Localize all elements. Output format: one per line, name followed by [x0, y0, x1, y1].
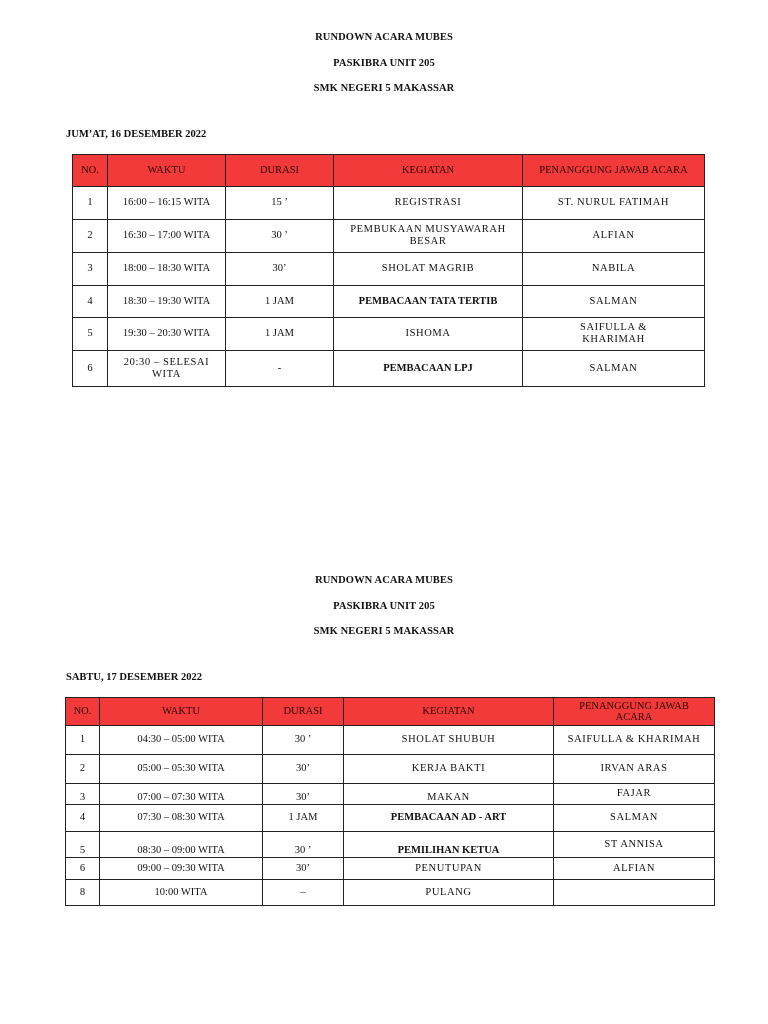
cell-kegiatan: SHOLAT MAGRIB	[334, 253, 523, 286]
cell-no: 1	[73, 187, 108, 220]
cell-waktu: 08:30 – 09:00 WITA	[100, 832, 263, 858]
header-waktu: WAKTU	[108, 155, 226, 187]
cell-kegiatan: PEMBACAAN AD - ART	[344, 805, 554, 832]
table-row	[66, 880, 715, 906]
header-kegiatan: KEGIATAN	[344, 698, 554, 726]
cell-kegiatan: REGISTRASI	[334, 187, 523, 220]
cell-no: 6	[73, 351, 108, 387]
table-row	[66, 832, 715, 858]
cell-pj: SAIFULLA & KHARIMAH	[554, 726, 715, 755]
cell-durasi: 1 JAM	[226, 318, 334, 351]
header-kegiatan: KEGIATAN	[334, 155, 523, 187]
cell-durasi: 30’	[263, 858, 344, 880]
cell-no: 2	[66, 755, 100, 784]
cell-durasi: 1 JAM	[263, 805, 344, 832]
doc-subtitle-1: PASKIBRA UNIT 205	[333, 58, 435, 69]
cell-waktu: 05:00 – 05:30 WITA	[100, 755, 263, 784]
table-row	[66, 726, 715, 755]
cell-waktu: 19:30 – 20:30 WITA	[108, 318, 226, 351]
cell-durasi: 30’	[226, 253, 334, 286]
table-row	[73, 220, 705, 253]
cell-durasi: –	[263, 880, 344, 906]
header-penanggung-jawab: PENANGGUNG JAWAB ACARA	[554, 698, 715, 726]
cell-durasi: 30 ’	[226, 220, 334, 253]
cell-kegiatan: SHOLAT SHUBUH	[344, 726, 554, 755]
cell-pj: SALMAN	[554, 805, 715, 832]
schedule-date-1: JUM’AT, 16 DESEMBER 2022	[66, 129, 207, 140]
cell-waktu: 16:00 – 16:15 WITA	[108, 187, 226, 220]
cell-durasi: -	[226, 351, 334, 387]
cell-pj: ST. NURUL FATIMAH	[523, 187, 705, 220]
doc-school-2: SMK NEGERI 5 MAKASSAR	[313, 626, 455, 637]
table-header-row	[66, 698, 715, 726]
header-no: NO.	[73, 155, 108, 187]
cell-durasi: 15 ’	[226, 187, 334, 220]
table-row	[73, 318, 705, 351]
cell-durasi: 1 JAM	[226, 286, 334, 318]
cell-pj: ALFIAN	[523, 220, 705, 253]
cell-waktu: 07:00 – 07:30 WITA	[100, 784, 263, 805]
table-row	[73, 187, 705, 220]
schedule-date-2: SABTU, 17 DESEMBER 2022	[66, 672, 202, 683]
cell-no: 5	[66, 832, 100, 858]
cell-no: 4	[66, 805, 100, 832]
schedule-table-1	[72, 154, 705, 387]
cell-pj: SAIFULLA & KHARIMAH	[523, 318, 705, 351]
cell-waktu: 10:00 WITA	[100, 880, 263, 906]
cell-waktu: 04:30 – 05:00 WITA	[100, 726, 263, 755]
schedule-table-2	[65, 697, 715, 906]
cell-pj: SALMAN	[523, 351, 705, 387]
cell-no: 4	[73, 286, 108, 318]
cell-no: 6	[66, 858, 100, 880]
cell-durasi: 30 ’	[263, 726, 344, 755]
table-row	[66, 755, 715, 784]
cell-no: 2	[73, 220, 108, 253]
cell-durasi: 30 ’	[263, 832, 344, 858]
cell-pj: FAJAR	[554, 784, 715, 805]
table-row	[66, 805, 715, 832]
cell-durasi: 30’	[263, 784, 344, 805]
table-row	[73, 351, 705, 387]
cell-kegiatan: KERJA BAKTI	[344, 755, 554, 784]
cell-pj	[554, 880, 715, 906]
cell-waktu: 07:30 – 08:30 WITA	[100, 805, 263, 832]
table-row	[73, 253, 705, 286]
cell-kegiatan: PEMBUKAAN MUSYAWARAH BESAR	[334, 220, 523, 253]
cell-no: 1	[66, 726, 100, 755]
cell-kegiatan: PENUTUPAN	[344, 858, 554, 880]
cell-no: 3	[73, 253, 108, 286]
cell-waktu: 20:30 – SELESAI WITA	[108, 351, 226, 387]
cell-no: 8	[66, 880, 100, 906]
cell-kegiatan: PULANG	[344, 880, 554, 906]
doc-school-1: SMK NEGERI 5 MAKASSAR	[313, 83, 455, 94]
header-durasi: DURASI	[263, 698, 344, 726]
cell-pj: IRVAN ARAS	[554, 755, 715, 784]
table-row	[66, 784, 715, 805]
cell-kegiatan: PEMILIHAN KETUA	[344, 832, 554, 858]
doc-title-2: RUNDOWN ACARA MUBES	[315, 575, 453, 586]
doc-title-1: RUNDOWN ACARA MUBES	[315, 32, 453, 43]
cell-pj: NABILA	[523, 253, 705, 286]
cell-kegiatan: ISHOMA	[334, 318, 523, 351]
table-header-row	[73, 155, 705, 187]
header-penanggung-jawab: PENANGGUNG JAWAB ACARA	[523, 155, 705, 187]
cell-pj: ALFIAN	[554, 858, 715, 880]
header-durasi: DURASI	[226, 155, 334, 187]
cell-durasi: 30’	[263, 755, 344, 784]
cell-pj: SALMAN	[523, 286, 705, 318]
cell-waktu: 16:30 – 17:00 WITA	[108, 220, 226, 253]
table-row	[73, 286, 705, 318]
cell-waktu: 18:00 – 18:30 WITA	[108, 253, 226, 286]
header-waktu: WAKTU	[100, 698, 263, 726]
header-no: NO.	[66, 698, 100, 726]
table-row	[66, 858, 715, 880]
cell-kegiatan: PEMBACAAN LPJ	[334, 351, 523, 387]
cell-kegiatan: PEMBACAAN TATA TERTIB	[334, 286, 523, 318]
cell-no: 5	[73, 318, 108, 351]
doc-subtitle-2: PASKIBRA UNIT 205	[333, 601, 435, 612]
cell-waktu: 09:00 – 09:30 WITA	[100, 858, 263, 880]
cell-kegiatan: MAKAN	[344, 784, 554, 805]
cell-no: 3	[66, 784, 100, 805]
cell-pj: ST ANNISA	[554, 832, 715, 858]
cell-waktu: 18:30 – 19:30 WITA	[108, 286, 226, 318]
